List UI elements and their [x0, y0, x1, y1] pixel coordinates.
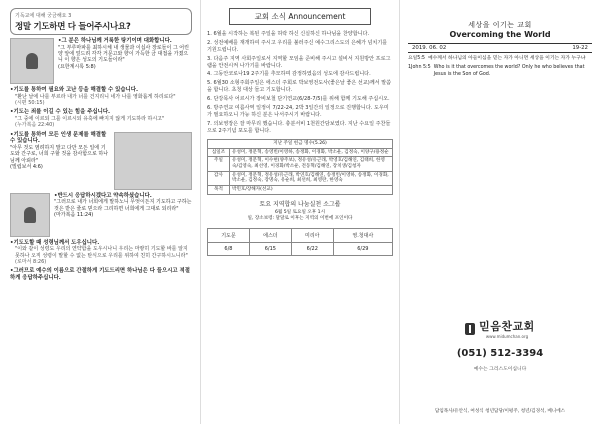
left-panel: [0, 0, 200, 424]
offering-names: 박민호/장해자(선교): [230, 186, 393, 195]
point-4-title: • 반드시 응답하시겠다고 약속하셨습니다.: [54, 193, 192, 200]
announcement-list: [207, 31, 393, 135]
staff-line: 담임목사/유안식, 여성식 청년담당/이평주, 청년/김경석, 베니에스: [434, 409, 566, 414]
announcement-item: 5. 6월30 소형주회주일은 에스더 주회로 박보영전도사(좋은날 좋은 선교)께서 말씀을 합니다. 초청 대상 들고 기도합니다.: [207, 80, 392, 94]
church-phone: (051) 512-3394: [456, 348, 544, 359]
offering-names: 유성미, 정문혁, 정유성/유근래, 박연호/김해연, 송정빈/이영하, 송정화, 이경화, 박소운, 김정숙, 장명숙, 유순희, 최선희, 최영란, 한영숙: [230, 171, 393, 185]
announcement-item: 7. 의보영장은 잘 마무리 했습니다. 충분서비 1천원간담보였다. 지난 수요일 주찬들으로 2주기념 포도를 합니다.: [207, 120, 391, 134]
right-panel: [400, 0, 600, 424]
offering-table: [207, 139, 393, 195]
intro-quote: "그 부루마파를 최하시체 내 생물과 이십사 장로들이 그 어린 양 앞에 엎드려 각각 거문고와 향이 가득한 금 대접을 가졌으니 이 향은 성도의 기도들이라": [58, 44, 189, 64]
conclusion: [10, 268, 192, 282]
point-3-quote: "아무 것도 염려하지 말고 다만 모든 일에 기도와 간구로, 너희 구할 것을 감사함으로 하나님께 아뢰라": [10, 145, 109, 164]
bulletin-title: [408, 20, 592, 39]
duty-group: 영.청대사: [333, 229, 392, 243]
date-issue-bar: [408, 43, 592, 53]
offering-row: [208, 148, 393, 157]
verse-english-text: Who is it that overcomes the world? Only he who believes that Jesus is the Son of God.: [433, 65, 585, 77]
announcement-title: 교회 소식 Announcement: [229, 8, 371, 25]
duty-date: 6/29: [333, 243, 392, 256]
point-2-quote: "그 중에 이르되 그를 이르시되 유혹에 빠지지 않게 기도하라 하시고": [15, 116, 165, 122]
point-5: [10, 240, 192, 266]
qa-header: [10, 8, 192, 35]
verse-korean-text: 예수께서 하나님의 아들이심을 믿는 자가 아니면 세상을 이기는 자가 누구냐: [428, 56, 586, 61]
intro-ref: (요한계시록 5:8): [58, 63, 96, 70]
church-motto: 예수는 그리스도이십니다: [473, 367, 527, 372]
church-url[interactable]: www.midumchan.org: [485, 334, 529, 339]
series-tag: 기독교에 대해 궁금해요 3: [15, 13, 72, 19]
point-1-ref: (시편 50:15): [15, 100, 45, 106]
verse-korean: [408, 56, 592, 62]
offering-names: 유성미, 정문혁, 송영빈/이영하, 송정화, 이경화, 박소운, 김정숙, 이양구/용정순: [230, 148, 393, 157]
point-5-title: • 기도도할 때 성령님께서 도우십니다.: [10, 240, 192, 247]
announcement-item: 4. 그동안코로나19 2주기를 추모하며 감정하였음의 성도에 감사드립니다.: [207, 71, 371, 78]
prayer-illustration: [10, 193, 50, 237]
small-group-title: 토요 지역합의 나눔실천 소그룹: [259, 200, 341, 208]
announcement-item: 6. 방주연교 여름사역 일정이 7/22-24, 2박 3일간의 일정으로 진행합니다. 도우미가 필요하오니 가능 하신 분은 나서주시기 바랍니다.: [207, 104, 389, 118]
conclusion-text: • 그러므로 예수의 이름으로 간절하게 기도드리면 하나님은 다 들으시고 적절하게 응답하주십니다.: [10, 268, 192, 282]
church-logo: [408, 318, 592, 339]
point-2-ref: (누가복음 22:40): [15, 122, 55, 129]
point-4-quote: "그러므로 내가 너희에게 말하노니 무엇이든지 기도하고 구하는 것은 받은 줄로 믿으라 그리하면 너희에게 그대로 되리라": [54, 199, 192, 212]
verse-english: [408, 65, 592, 78]
point-4: [10, 193, 192, 237]
duty-group: 미리아: [291, 229, 333, 243]
duty-group: 기도문: [208, 229, 250, 243]
duty-date: 6/15: [249, 243, 291, 256]
middle-panel: [200, 0, 400, 424]
announcement-item: 6. 단강목사 어르시가 장비보철 단기연교(6/28-7/5)를 위해 함께 기도해 주십시오.: [207, 96, 390, 103]
bulletin-date: 2019. 06. 02: [412, 45, 447, 51]
small-group-line-1: 6월 5일 토요일 오후 1시: [274, 209, 326, 215]
point-5-quote: "이와 같이 성령도 우리의 연약함을 도우시나니 우리는 마땅히 기도할 바를 알지 못하나 오직 성령이 말할 수 없는 탄식으로 우리를 위하여 친히 간구하시느니라": [15, 246, 188, 259]
offering-category: 목적: [208, 186, 230, 195]
point-1-quote: "환난 날에 나를 부르라 내가 너를 건지리니 네가 나를 영화롭게 하리로다": [15, 93, 176, 100]
cross-icon: [465, 323, 475, 335]
point-5-ref: (로마서 8:26): [15, 258, 47, 265]
praying-person-illustration: [10, 38, 54, 84]
point-3-ref: (빌립보서 4:6): [10, 163, 43, 170]
point-2: [10, 109, 192, 128]
offering-category: 감사: [208, 171, 230, 185]
issue-number: 19-22: [572, 45, 588, 51]
small-group-line-2: 일, 장소보령: 달달로 이후는 지역의 이번에 포인이다: [247, 216, 353, 222]
point-2-title: • 기도는 죄를 이길 수 있는 힘을 주십니다.: [10, 109, 192, 116]
offering-category: 십일조: [208, 148, 230, 157]
verse-english-ref: 1John 5:5: [408, 65, 431, 71]
bulletin-title-english: Overcoming the World: [449, 30, 551, 39]
church-name: 믿음찬교회: [479, 320, 535, 333]
offering-row: [208, 157, 393, 171]
point-3-title: • 기도를 통하여 모든 인생 문제를 해결할 수 있습니다.: [10, 132, 110, 146]
duty-date: 6/8: [208, 243, 250, 256]
point-3: [10, 132, 192, 190]
offering-names: 유성미, 정문혁, 이수현(양주보), 정유성/유근래, 박영호/김해연, 김태희, 한영숙/김영숙, 최선영, 이경화/박소운, 전동혁/김해연, 장치생/김청자: [230, 157, 393, 171]
group-prayer-photo: [114, 132, 192, 190]
intro-section: [10, 38, 192, 84]
article-headline: 정말 기도하면 다 들어주시나요?: [15, 22, 131, 32]
offering-row: [208, 186, 393, 195]
offering-category: 주일: [208, 157, 230, 171]
announcement-item: 1. 6월을 시작하는 복된 주일을 허락 하신 신실하신 하나님을 찬양합니다.: [207, 31, 370, 37]
duty-schedule-table: [207, 228, 393, 256]
intro-title: • 그 분은 하나님께 거룩한 탕기이며 대화합니다.: [58, 38, 192, 45]
duty-date: 6/22: [291, 243, 333, 256]
bulletin-title-korean: 세상을 이기는 교회: [468, 21, 532, 29]
point-1-title: • 기도를 통하여 필요와 고난 등을 해결할 수 있습니다.: [10, 87, 192, 94]
verse-korean-ref: 요일5:5: [408, 56, 425, 61]
small-group-info: [207, 210, 393, 222]
offering-row: [208, 171, 393, 185]
announcement-item: 3. 다음주 지역 사회주일로서 지역할 모임을 준비해 주시고 설비서 지원방안 프로그램을 안전시켜 나가기를 바랍니다.: [207, 55, 391, 69]
point-1: [10, 87, 192, 106]
announcement-item: 2. 성전예배를 재개하여 주시고 우리를 불러주신 예수그리스도의 은혜가 넘치기를 기원드립니다.: [207, 39, 388, 53]
point-4-ref: (마가복음 11:24): [54, 211, 94, 218]
duty-group: 에스더: [249, 229, 291, 243]
offering-table-title: 지난 주일 헌금 명수(5.26): [208, 139, 393, 148]
